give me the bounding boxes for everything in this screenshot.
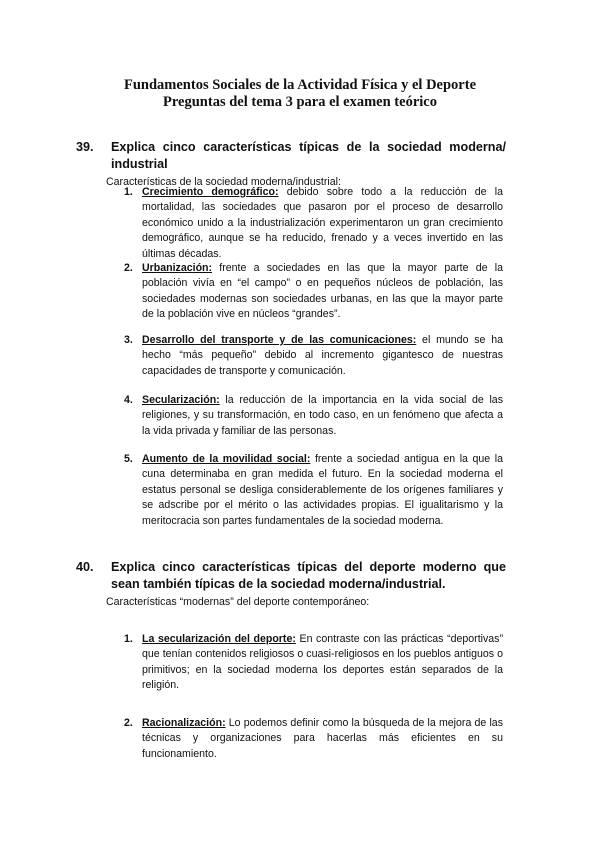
item-text: la reducción de la importancia en la vida social de las religiones, y su transformación, en todo caso, en un fenómeno que afecta a la vida privada y familiar de las personas. (142, 394, 503, 437)
list-item (124, 185, 503, 262)
document-title-line-1: Fundamentos Sociales de la Actividad Física y el Deporte (123, 77, 476, 93)
item-text: frente a sociedades en las que la mayor parte de la población vivía en “el campo” o en pequeños núcleos de población, las sociedades modernas son sociedades urbanas, en las que la mayor parte de la población vive en núcleos “grandes”. (142, 262, 503, 321)
item-number: 2. (124, 262, 133, 274)
item-number: 4. (124, 394, 133, 406)
item-term: Aumento de la movilidad social: (142, 453, 311, 465)
question-heading (76, 139, 506, 173)
list-item (124, 393, 503, 439)
item-number: 3. (124, 334, 133, 346)
question-40 (76, 559, 506, 760)
item-number: 1. (124, 186, 133, 198)
list-item (124, 632, 503, 694)
item-number: 5. (124, 453, 133, 465)
item-term: Crecimiento demográfico: (142, 186, 279, 198)
item-number: 1. (124, 633, 133, 645)
question-intro: Características de la sociedad moderna/industrial: (106, 176, 341, 188)
item-number: 2. (124, 717, 133, 729)
item-text: En contraste con las prácticas “deportivas” que tenían contenidos religiosos o cuasi-religiosos en los pueblos antiguos o primitivos; en la sociedad moderna los deportes están separados de la religión. (142, 633, 504, 692)
document-title-line-2: Preguntas del tema 3 para el examen teórico (163, 94, 437, 110)
question-text: Explica cinco características típicas de la sociedad moderna/ industrial (111, 140, 506, 171)
question-intro: Características “modernas” del deporte contemporáneo: (106, 596, 370, 608)
item-term: Secularización: (142, 394, 220, 406)
item-text: frente a sociedad antigua en la que la cuna determinaba en gran medida el futuro. En la sociedad moderna el estatus personal se desliga considerablemente de los orígenes familiares y se adscribe por el mérito o las actividades propias. El igualitarismo y la meritocracia son partes fundamentales de la sociedad moderna. (142, 453, 503, 527)
item-text: debido sobre todo a la reducción de la mortalidad, las sociedades que pasaron por el proceso de desarrollo económico unido a la industrialización experimentaron un gran crecimiento demográfico, aunque se ha reducido, frenado y a veces invertido en las últimas décadas. (142, 186, 503, 260)
item-term: Racionalización: (142, 717, 226, 729)
list-item (124, 261, 503, 323)
item-term: Urbanización: (142, 262, 213, 274)
item-term: La secularización del deporte: (142, 633, 296, 645)
question-number: 40. (76, 560, 94, 574)
question-text: Explica cinco características típicas del deporte moderno que sean también típicas de la sociedad moderna/industrial. (111, 560, 506, 591)
question-number: 39. (76, 140, 94, 154)
question-39 (76, 139, 506, 527)
list-item (124, 716, 503, 762)
list-item (124, 452, 503, 529)
list-item (124, 333, 503, 379)
item-text: Lo podemos definir como la búsqueda de la mejora de las técnicas y organizaciones para hacerlas más eficientes en su funcionamiento. (142, 717, 503, 760)
item-term: Desarrollo del transporte y de las comunicaciones: (142, 334, 417, 346)
item-text: el mundo se ha hecho “más pequeño” debido al incremento gigantesco de nuestras capacidades de transporte y comunicación. (142, 334, 503, 377)
question-heading (76, 559, 506, 593)
